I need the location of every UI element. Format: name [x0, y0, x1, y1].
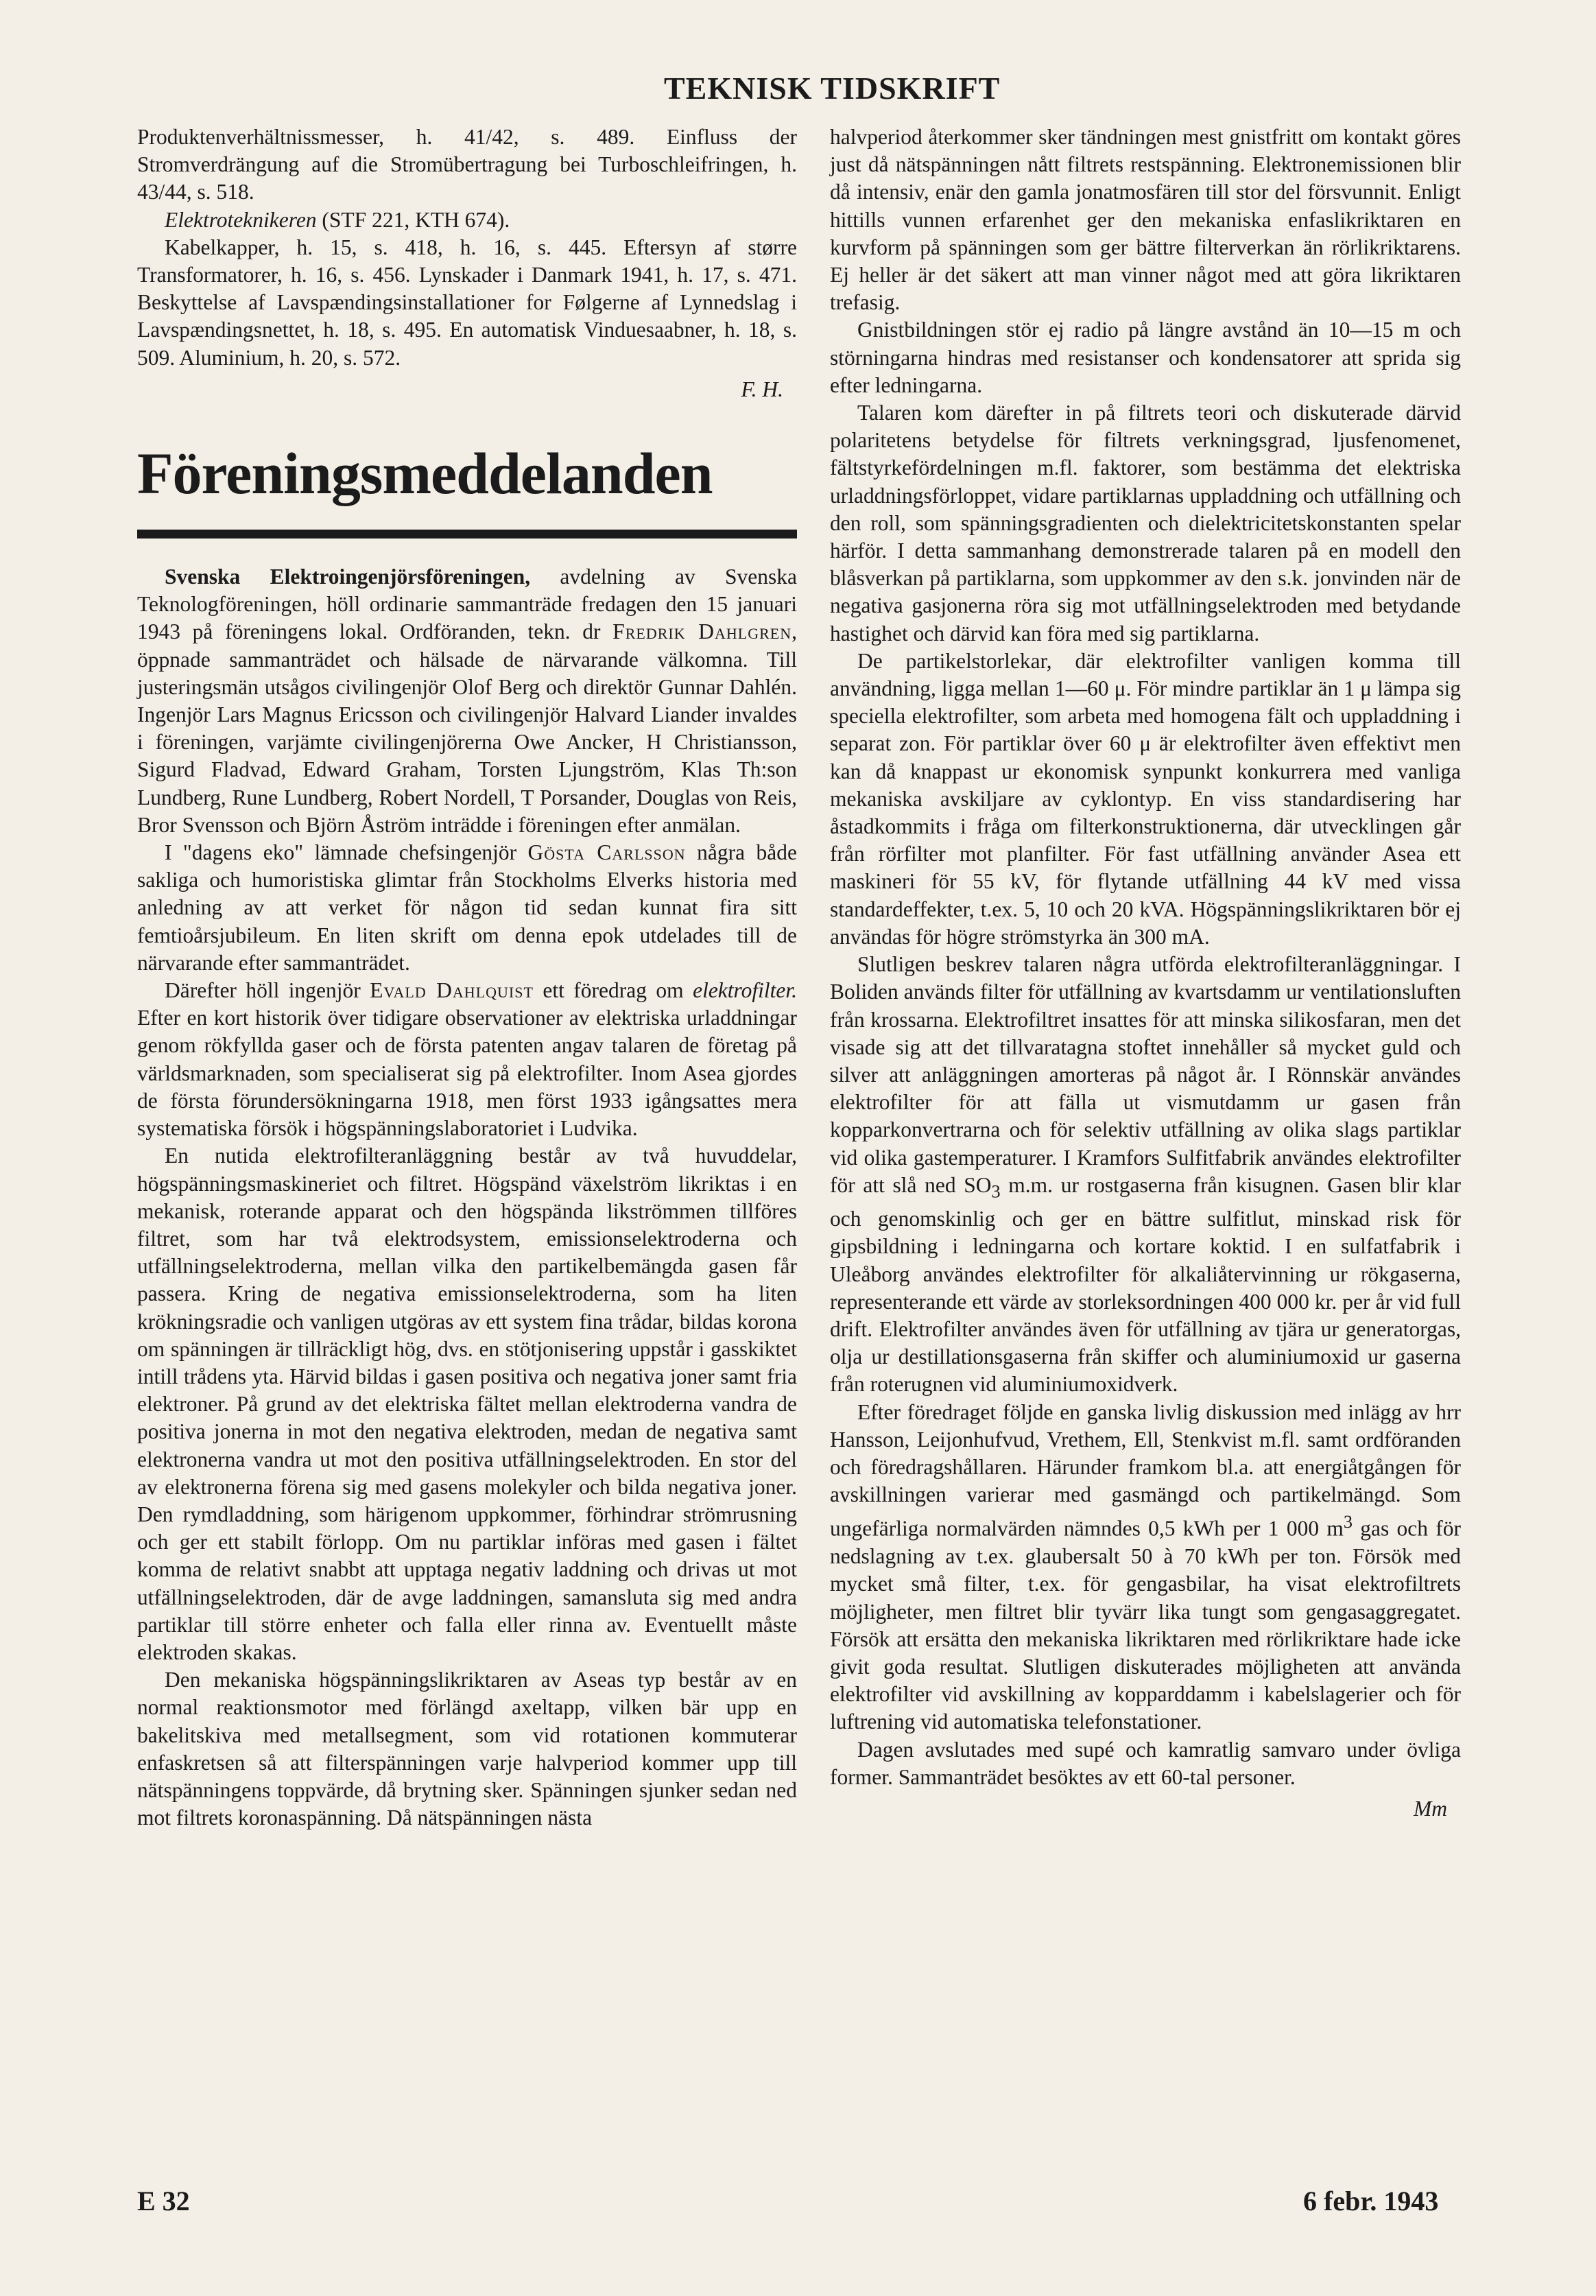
- paragraph-dagens-eko: [137, 839, 797, 977]
- text-run: , öppnade sammanträdet och hälsade de närvarande välkomna. Till justeringsmän utsågos civilingenjör Olof Berg och direktör Gunnar Dahlén. Ingenjör Lars Magnus Ericsson och civilingenjör Halvard Liander invaldes i föreningen, varjämte civilingenjörerna Owe Ancker, H Christiansson, Sigurd Fladvad, Edward Graham, Torsten Ljungström, Klas Th:son Lundberg, Rune Lundberg, Robert Nordell, T Porsander, Douglas von Reis, Bror Svensson och Björn Åström inträdde i föreningen efter anmälan.: [137, 619, 797, 837]
- text-run: några både sakliga och humoristiska glimtar från Stockholms Elverks historia med anledning av att verket för någon tid sedan kunnat fira sitt femtioårsjubileum. En liten skrift om denna epok utdelades till de närvarande efter sammanträdet.: [137, 840, 797, 975]
- text-run: m.m. ur rostgaserna från kisugnen. Gasen blir klar och genomskinlig och ger en bättre sulfitlut, minskad risk för gipsbildning i ledningarna och kortare koktid. I en sulfatfabrik i Uleåborg användes elektrofilter för alkaliåtervinning ur rökgaserna, representerande ett värde av storleksordningen 400 000 kr. per år vid full drift. Elektrofilter användes även för utfällning av tjära ur generatorgas, olja ur destillationsgaserna från skiffer och aluminiumoxid ur gaserna från roterugnen vid aluminiumoxidverk.: [830, 1172, 1461, 1397]
- right-column: [830, 123, 1461, 1823]
- subscript: 3: [991, 1181, 1001, 1202]
- text-run: avdelning av Svenska Teknologföreningen, höll ordinarie sammanträde fredagen den 15 januari 1943 på föreningens lokal. Ordföranden, tekn. dr: [137, 565, 798, 644]
- paragraph-sparks: Gnistbildningen stör ej radio på längre avstånd än 10—15 m och störningarna hindras med resistanser och kondensatorer att sprida sig efter ledningarna.: [830, 318, 1461, 397]
- text-run: ett föredrag om: [533, 978, 693, 1003]
- paragraph-installations: [830, 951, 1461, 1399]
- text-run: Efter en kort historik över tidigare observationer av elektriska urladdningar genom rökfyllda gaser och de första patenten angav talaren de företag på världsmarknaden, som specialiserat sig på elektrofilter. Inom Asea gjordes de första förundersökningarna 1918, men först 1933 igångsattes mera systematiska försök i högspänningslaboratoriet i Ludvika.: [137, 1006, 797, 1141]
- signature-mm: Mm: [1414, 1796, 1447, 1821]
- text-run: gas och för nedslagning av t.ex. glaubersalt 50 à 70 kWh per ton. Försök med mycket små filter, t.ex. för gengasbilar, ha visat elektrofiltrets möjligheter, men filtret blir tyvärr lika tungt som gengasaggregatet. Försök att ersätta den mekaniska likriktaren med rörlikriktare hade icke givit goda resultat. Slutligen diskuterades möjligheten att använda elektrofilter vid avskillning av kopparddamm i kabelslagerier och för luftrening vid automatiska telefonstationer.: [830, 1516, 1462, 1734]
- reference-list-kabel: Kabelkapper, h. 15, s. 418, h. 16, s. 445. Eftersyn af større Transformatorer, h. 16, s. 456. Lynskader i Danmark 1941, h. 17, s. 471. Beskyttelse af Lavspændingsinstallationer for Følgerne af Lynnedslag i Lavspændingsnettet, h. 18, s. 495. En automatisk Vinduesaabner, h. 18, s. 509. Aluminium, h. 20, s. 572.: [137, 235, 797, 370]
- person-name: Evald Dahlquist: [370, 978, 534, 1003]
- heading-rule: [137, 530, 797, 539]
- text-run: Efter föredraget följde en ganska livlig diskussion med inlägg av hrr Hansson, Leijonhufvud, Vrethem, Ell, Stenkvist m.fl. samt ordföranden och föredragshållaren. Härunder framkom bl.a. att energiåtgången för avskillningen varierar med gasmängd och partikelmängd. Som ungefärliga normalvärden nämndes 0,5 kWh per 1 000 m: [830, 1399, 1461, 1541]
- text-run: Därefter höll ingenjör: [165, 978, 370, 1003]
- journal-title-elektroteknikeren: Elektroteknikeren: [165, 207, 317, 232]
- society-name: Svenska Elektroingenjörsföreningen,: [165, 565, 531, 589]
- person-name: Fredrik Dahlgren: [612, 619, 792, 644]
- lecture-topic: elektrofilter.: [693, 978, 798, 1003]
- text-run: I "dagens eko" lämnade chefsingenjör: [165, 840, 528, 865]
- paragraph-meeting: [137, 563, 797, 839]
- elektroteknikeren-heading: [137, 206, 797, 234]
- reference-list-continued: Produktenverhältnissmesser, h. 41/42, s. 489. Einfluss der Stromverdrängung auf die Stromübertragung bei Turboschleifringen, h. 43/44, s. 518.: [137, 125, 797, 204]
- text-run: Slutligen beskrev talaren några utförda elektrofilteranläggningar. I Boliden används filter för utfällning av kvartsdamm ur ventilationsluften från krossarna. Elektrofiltret insattes för att minska silikosfaran, men det visade sig att det tillvaratagna stoftet innehåller så mycket guld och silver att anläggningen amorteras på något år. I Rönnskär användes elektrofilter för att fälla ut vismutdamm ur gasen från kopparkonvertrarna och för selektiv utfällning av olika slags partiklar vid olika gastemperaturer. I Kramfors Sulfitfabrik användes elektrofilter för att slå ned SO: [830, 952, 1461, 1197]
- paragraph-lecture-intro: [137, 977, 797, 1142]
- person-name: Gösta Carlsson: [527, 840, 686, 865]
- superscript: 3: [1343, 1512, 1353, 1532]
- journal-masthead: TEKNISK TIDSKRIFT: [664, 71, 1001, 106]
- issue-date: 6 febr. 1943: [1303, 2186, 1439, 2216]
- paragraph-rectifier-cont: halvperiod återkommer sker tändningen mest gnistfritt om kontakt göres just då nätspänningen nått filtrets restspänning. Elektronemissionen blir då intensiv, enär den gamla jonatmosfären till stor del försvunnit. Enligt hittills vunnen erfarenhet ger den mekaniska enfaslikriktaren en kurvform på spänningen som ger bättre filterverkan än rörlikriktarens. Ej heller är det säkert att man vinner något med att göra likriktaren trefasig.: [830, 125, 1461, 315]
- paragraph-rectifier: Den mekaniska högspänningslikriktaren av Aseas typ består av en normal reaktionsmotor med förlängd axeltapp, vilken bär upp en bakelitskiva med metallsegment, som vid rotationen kommuterar enfaskretsen så att filterspänningen varje halvperiod kommer upp till nätspänningens toppvärde, då brytning sker. Spänningen sjunker sedan ned mot filtrets koronaspänning. Då nätspänningen nästa: [137, 1668, 797, 1830]
- signature-fh: F. H.: [741, 377, 783, 401]
- paragraph-particle-sizes: De partikelstorlekar, där elektrofilter vanligen komma till användning, ligga mellan 1—60 μ. För mindre partiklar än 1 μ lämpa sig speciella elektrofilter, som arbeta med homogena fält och uppladdning i separat zon. För partiklar över 60 μ är elektrofilter även effektivt men kan då knappast ur ekonomisk synpunkt konkurrera med vanliga mekaniska avskiljare av cyklontyp. En viss standardisering har åstadkommits i fråga om filterkonstruktionerna, där utvecklingen går från rörfilter mot planfilter. För fast utfällning använder Asea ett maskineri för 55 kV, för flytande utfällning 44 kV med vissa standardeffekter, t.ex. 5, 10 och 20 kVA. Högspänningslikriktaren bör ej användas för högre strömstyrka än 300 mA.: [830, 648, 1461, 949]
- left-column: [137, 123, 797, 1832]
- journal-ref: (STF 221, KTH 674).: [316, 207, 510, 232]
- paragraph-theory: Talaren kom därefter in på filtrets teori och diskuterade därvid polaritetens betydelse för filtrets verkningsgrad, ljusfenomenet, fältstyrkefördelningen m.fl. faktorer, som bestämma det elektriska urladdningsförloppet, vidare partiklarnas uppladdning och utfällning och den roll, som spänningsgradienten och dielektricitetskonstanten spelar härför. I detta sammanhang demonstrerade talaren på en modell den blåsverkan på partiklarna, som uppkommer av den s.k. jonvinden när de negativa gasjonerna röra sig mot utfällningselektroden med betydande hastighet och därvid kan föra med sig partiklarna.: [830, 401, 1461, 646]
- paragraph-discussion: [830, 1399, 1461, 1736]
- page-number: E 32: [137, 2186, 190, 2216]
- section-heading: Föreningsmeddelanden: [137, 440, 713, 507]
- paragraph-closing: Dagen avslutades med supé och kamratlig samvaro under övliga former. Sammanträdet besöktes av ett 60-tal personer.: [830, 1737, 1461, 1789]
- paragraph-installation: En nutida elektrofilteranläggning består av två huvuddelar, högspänningsmaskineriet och filtret. Högspänd växelström likriktas i en mekanisk, roterande apparat och den högspända likströmmen tillföres filtret, som har två elektrodsystem, emissionselektroderna och utfällningselektroderna, mellan vilka den partikelbemängda gasen får passera. Kring de negativa emissionselektroderna, som ha liten krökningsradie och vanligen utgöras av ett system fina trådar, bildas korona om spänningen är tillräckligt hög, dvs. en stötjonisering uppstår i gasskiktet intill trådens yta. Härvid bildas i gasen positiva och negativa joner samt fria elektroner. På grund av det elektriska fältet mellan elektroderna vandra de positiva jonerna in mot den negativa elektroden, medan de negativa samt elektronerna vandra ut mot den positiva utfällningselektroden. En stor del av elektronerna förena sig med gasens molekyler och bilda negativa joner. Den rymdladdning, som härigenom uppkommer, förhindrar strömrusning och ger ett stabilt förlopp. Om nu partiklar införas med gasen i fältet komma de relativt snabbt att upptaga negativ laddning och drivas ut mot utfällningselektroden, där de avge laddningen, samansluta sig med andra partiklar till större enheter och falla eller rinna av. Eventuellt måste elektroden skakas.: [137, 1144, 797, 1664]
